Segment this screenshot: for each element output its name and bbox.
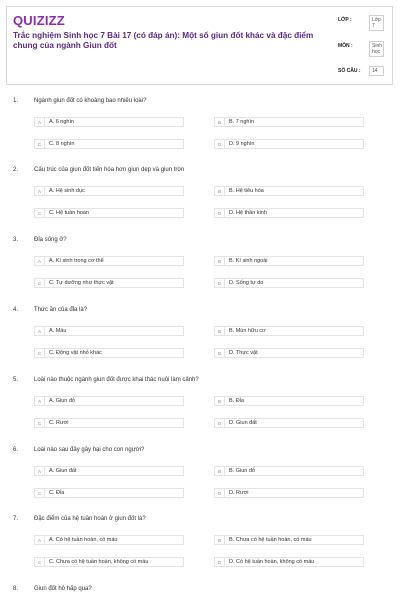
question-text: Thức ăn của đỉa là? <box>34 307 88 313</box>
answer-option-d[interactable] <box>214 139 364 149</box>
option-letter-box: A <box>35 397 45 405</box>
quizizz-logo: QUIZIZZ <box>13 13 65 28</box>
option-letter-box: D <box>215 489 225 497</box>
option-text: A. Giun đất <box>49 468 77 474</box>
option-letter-box: D <box>215 419 225 427</box>
option-letter-box: D <box>215 558 225 566</box>
meta-count-label: SỐ CÂU : <box>338 68 361 74</box>
question-number: 2. <box>13 167 19 173</box>
question-text: Đặc điểm của hệ tuần hoàn ở giun đốt là? <box>34 516 146 522</box>
option-letter-box: A <box>35 118 45 126</box>
answer-option-b[interactable] <box>214 326 364 336</box>
answer-option-d[interactable] <box>214 208 364 218</box>
option-text: C. Chưa có hệ tuần hoàn, không có máu <box>49 559 149 565</box>
question-number: 6. <box>13 447 19 453</box>
option-text: B. Giun đỏ <box>229 468 255 474</box>
answer-option-c[interactable] <box>34 208 184 218</box>
answer-option-a[interactable] <box>34 117 184 127</box>
question-number: 7. <box>13 516 19 522</box>
meta-count-value: 14 <box>369 66 384 76</box>
option-text: D. 9 nghìn <box>229 141 255 147</box>
answer-option-a[interactable] <box>34 256 184 266</box>
option-text: D. Rươi <box>229 490 249 496</box>
worksheet-header <box>6 6 393 85</box>
answer-option-a[interactable] <box>34 186 184 196</box>
option-text: B. 7 nghìn <box>229 119 255 125</box>
option-letter-box: B <box>215 397 225 405</box>
answer-option-a[interactable] <box>34 466 184 476</box>
option-letter-box: D <box>215 209 225 217</box>
option-letter-box: A <box>35 327 45 335</box>
option-text: A. Kí sinh trong cơ thể <box>49 258 104 264</box>
option-letter-box: D <box>215 279 225 287</box>
option-text: B. Đỉa <box>229 398 244 404</box>
option-letter-box: A <box>35 536 45 544</box>
answer-option-d[interactable] <box>214 278 364 288</box>
answer-option-d[interactable] <box>214 348 364 358</box>
option-text: B. Chưa có hệ tuần hoàn, có máu <box>229 537 312 543</box>
option-text: D. Hệ thần kinh <box>229 210 267 216</box>
option-text: A. 6 nghìn <box>49 119 75 125</box>
option-letter-box: C <box>35 349 45 357</box>
answer-option-a[interactable] <box>34 326 184 336</box>
answer-option-a[interactable] <box>34 396 184 406</box>
option-letter-box: A <box>35 187 45 195</box>
answer-option-b[interactable] <box>214 535 364 545</box>
option-text: B. Hệ tiêu hóa <box>229 188 264 194</box>
option-text: C. Đỉa <box>49 490 65 496</box>
option-text: A. Hệ sinh dục <box>49 188 85 194</box>
meta-subject-value: Sinh học <box>369 41 384 57</box>
option-text: C. Hệ tuần hoàn <box>49 210 90 216</box>
meta-grade-label: LỚP : <box>338 17 352 23</box>
question-text: Ngành giun đốt có khoảng bao nhiêu loài? <box>34 98 147 104</box>
option-text: A. Giun đỏ <box>49 398 75 404</box>
option-letter-box: D <box>215 140 225 148</box>
option-text: C. Rươi <box>49 420 69 426</box>
option-letter-box: B <box>215 327 225 335</box>
option-letter-box: B <box>215 536 225 544</box>
option-letter-box: C <box>35 209 45 217</box>
answer-option-c[interactable] <box>34 557 184 567</box>
option-text: B. Kí sinh ngoài <box>229 258 268 264</box>
answer-option-c[interactable] <box>34 488 184 498</box>
question-text: Cấu trúc của giun đốt tiến hóa hơn giun dẹp và giun tròn <box>34 167 185 173</box>
option-letter-box: C <box>35 558 45 566</box>
answer-option-a[interactable] <box>34 535 184 545</box>
question-text: Giun đốt hô hấp qua? <box>34 586 92 592</box>
option-letter-box: C <box>35 279 45 287</box>
answer-option-b[interactable] <box>214 186 364 196</box>
question-number: 3. <box>13 237 19 243</box>
meta-subject-label: MÔN : <box>338 43 353 49</box>
question-text: Loài nào thuộc ngành giun đốt được khai thác nuôi làm cảnh? <box>34 377 199 383</box>
question-number: 4. <box>13 307 19 313</box>
question-number: 1. <box>13 98 19 104</box>
question-number: 8. <box>13 586 19 592</box>
option-letter-box: C <box>35 489 45 497</box>
option-text: A. Có hệ tuần hoàn, có máu <box>49 537 118 543</box>
option-letter-box: A <box>35 467 45 475</box>
question-number: 5. <box>13 377 19 383</box>
answer-option-b[interactable] <box>214 396 364 406</box>
option-letter-box: B <box>215 257 225 265</box>
option-text: D. Sống tự do <box>229 280 264 286</box>
option-text: D. Có hệ tuần hoàn, không có máu <box>229 559 315 565</box>
meta-grade-value: Lớp 7 <box>369 15 384 31</box>
answer-option-b[interactable] <box>214 466 364 476</box>
answer-option-b[interactable] <box>214 117 364 127</box>
answer-option-c[interactable] <box>34 418 184 428</box>
option-letter-box: B <box>215 118 225 126</box>
answer-option-c[interactable] <box>34 348 184 358</box>
option-letter-box: A <box>35 257 45 265</box>
question-text: Loài nào sau đây gây hại cho con người? <box>34 447 145 453</box>
answer-option-d[interactable] <box>214 557 364 567</box>
option-letter-box: C <box>35 419 45 427</box>
option-text: D. Thực vật <box>229 350 258 356</box>
answer-option-c[interactable] <box>34 278 184 288</box>
option-letter-box: B <box>215 467 225 475</box>
question-text: Đỉa sống ở? <box>34 237 67 243</box>
option-text: A. Máu <box>49 328 67 334</box>
option-text: C. 8 nghìn <box>49 141 75 147</box>
option-text: C. Tự dưỡng như thực vật <box>49 280 114 286</box>
option-letter-box: C <box>35 140 45 148</box>
answer-option-d[interactable] <box>214 488 364 498</box>
option-text: D. Giun đất <box>229 420 257 426</box>
worksheet-title: Trắc nghiệm Sinh học 7 Bài 17 (có đáp án): Một số giun đốt khác và đặc điểm chung của ngành Giun đốt <box>13 31 314 50</box>
option-letter-box: D <box>215 349 225 357</box>
option-letter-box: B <box>215 187 225 195</box>
option-text: B. Mùn hữu cơ <box>229 328 266 334</box>
option-text: C. Động vật nhỏ khác <box>49 350 102 356</box>
answer-option-b[interactable] <box>214 256 364 266</box>
answer-option-d[interactable] <box>214 418 364 428</box>
answer-option-c[interactable] <box>34 139 184 149</box>
